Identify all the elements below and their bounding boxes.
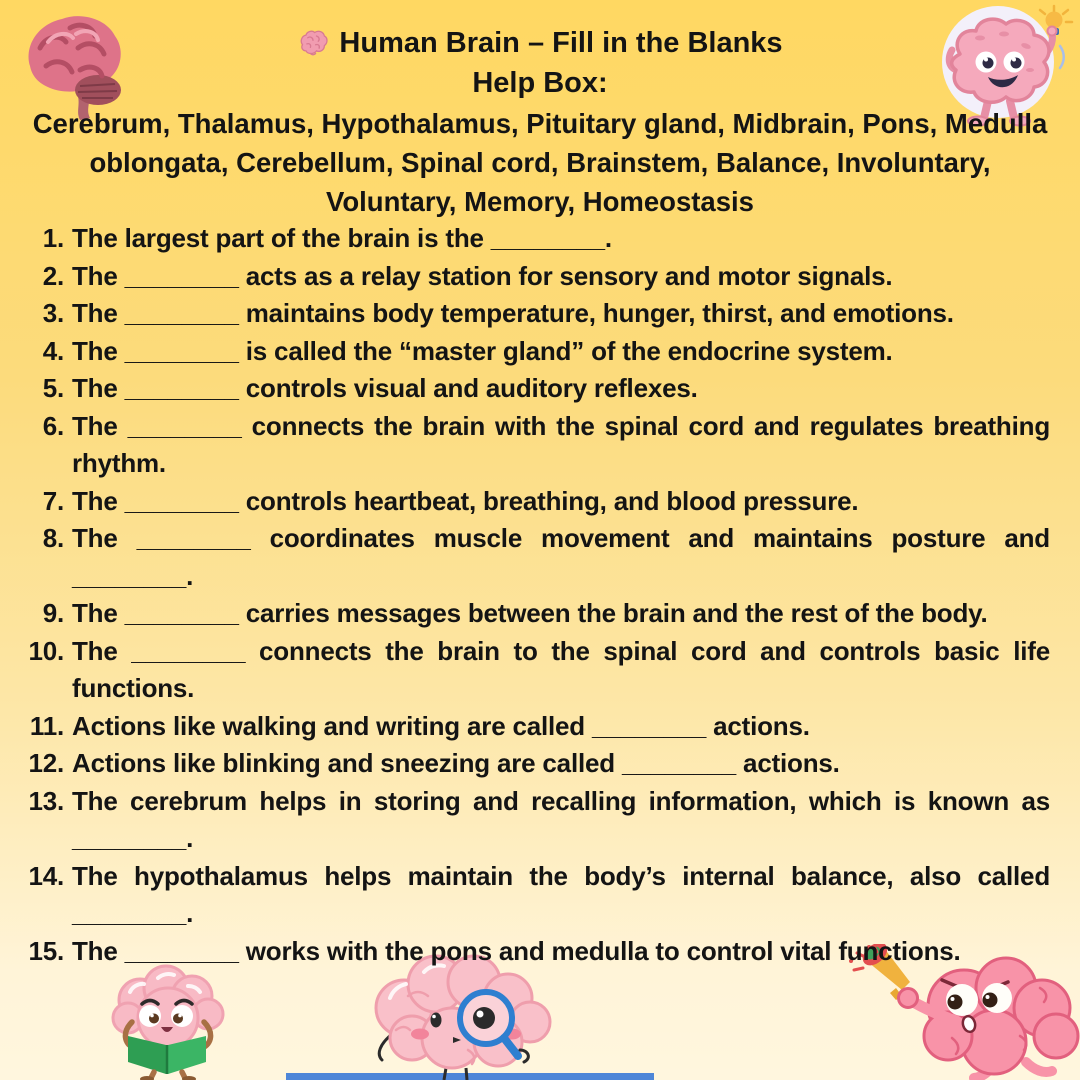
header <box>0 26 1080 221</box>
question-item <box>14 520 1050 595</box>
help-box-label: Help Box: <box>472 67 608 99</box>
question-item <box>14 258 1050 296</box>
question-number: 12. <box>28 748 64 778</box>
question-text: The ________ connects the brain to the spinal cord and controls basic life functions. <box>72 635 1050 703</box>
question-number: 2. <box>42 260 64 291</box>
question-text: Actions like blinking and sneezing are called ________ actions. <box>72 748 840 778</box>
question-item <box>14 708 1050 746</box>
question-item <box>14 933 1050 971</box>
question-number: 7. <box>42 485 64 516</box>
question-text: The ________ coordinates muscle movement and maintains posture and ________. <box>72 523 1050 591</box>
question-item <box>14 333 1050 371</box>
question-text: The ________ controls visual and auditory reflexes. <box>72 373 698 403</box>
question-item <box>14 220 1050 258</box>
question-number: 6. <box>42 410 64 441</box>
question-text: The cerebrum helps in storing and recalling information, which is known as ________. <box>72 785 1050 853</box>
question-item <box>14 408 1050 483</box>
question-item <box>14 858 1050 933</box>
question-item <box>14 745 1050 783</box>
question-item <box>14 295 1050 333</box>
question-number: 14. <box>28 860 64 891</box>
question-text: The ________ connects the brain with the spinal cord and regulates breathing rhythm. <box>72 410 1050 478</box>
question-item <box>14 783 1050 858</box>
question-number: 10. <box>28 635 64 666</box>
question-number: 8. <box>42 523 64 553</box>
question-number: 15. <box>28 935 64 966</box>
brain-character-reading-icon <box>92 962 262 1080</box>
question-item <box>14 483 1050 521</box>
question-text: The largest part of the brain is the ________. <box>72 223 612 253</box>
brain-emoji-icon <box>297 29 329 57</box>
question-item <box>14 595 1050 633</box>
question-number: 11. <box>29 710 64 741</box>
question-text: The ________ controls heartbeat, breathing, and blood pressure. <box>72 485 859 516</box>
page-title <box>0 26 1080 60</box>
question-number: 3. <box>42 298 64 328</box>
question-number: 5. <box>42 373 64 403</box>
question-number: 1. <box>42 223 64 253</box>
question-number: 13. <box>28 785 64 816</box>
question-text: The ________ carries messages between the brain and the rest of the body. <box>72 598 988 628</box>
question-text: The ________ acts as a relay station for sensory and motor signals. <box>72 260 893 291</box>
question-text: The ________ is called the “master gland” of the endocrine system. <box>72 335 893 366</box>
question-item <box>14 633 1050 708</box>
question-text: The ________ works with the pons and medulla to control vital functions. <box>72 935 961 966</box>
question-text: Actions like walking and writing are called ________ actions. <box>72 710 810 741</box>
question-number: 9. <box>42 598 64 628</box>
help-box-words: Cerebrum, Thalamus, Hypothalamus, Pituitary gland, Midbrain, Pons, Medulla oblongata, Cerebellum, Spinal cord, Brainstem, Balance, Involuntary, Voluntary, Memory, Homeostasis <box>32 108 1048 217</box>
question-text: The hypothalamus helps maintain the body’s internal balance, also called ________. <box>72 860 1050 928</box>
page-title-text: Human Brain – Fill in the Blanks <box>339 27 783 59</box>
question-text: The ________ maintains body temperature, hunger, thirst, and emotions. <box>72 298 954 328</box>
question-number: 4. <box>42 335 64 366</box>
question-item <box>14 370 1050 408</box>
questions-list <box>14 220 1050 970</box>
